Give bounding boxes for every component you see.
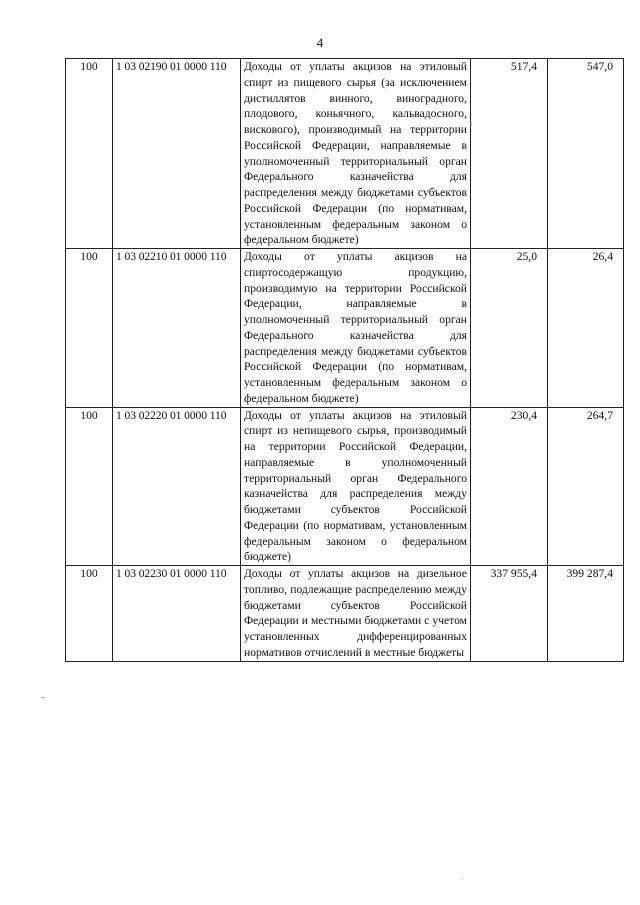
scan-speck	[470, 123, 472, 125]
admin-code-cell: 100	[66, 407, 113, 566]
revenue-name-cell: Доходы от уплаты акцизов на спиртосодержащую продукцию, производимую на территории Российской Федерации, направляемые в уполномоченный территориальный орган Федерального казначейства для распределения между бюджетами субъектов Российской Федерации (по нормативам, установленным федеральным законом о федеральном бюджете)	[241, 249, 471, 408]
value-year-2-cell: 264,7	[548, 407, 624, 566]
scan-speck	[42, 697, 45, 698]
kbk-code-cell: 1 03 02230 01 0000 110	[113, 566, 241, 662]
table-row	[66, 59, 624, 249]
value-year-2-cell: 547,0	[548, 59, 624, 249]
value-year-1-cell: 230,4	[471, 407, 548, 566]
revenue-table	[65, 58, 624, 662]
table-row	[66, 407, 624, 566]
value-year-1-cell: 337 955,4	[471, 566, 548, 662]
table-row	[66, 566, 624, 662]
value-year-2-cell: 399 287,4	[548, 566, 624, 662]
revenue-name-cell: Доходы от уплаты акцизов на этиловый спирт из пищевого сырья (за исключением дистиллятов винного, виноградного, плодового, коньячного, кальвадосного, вискового), производимый на территории Российской Федерации, направляемые в уполномоченный территориальный орган Федерального казначейства для распределения между бюджетами субъектов Российской Федерации (по нормативам, установленным федеральным законом о федеральном бюджете)	[241, 59, 471, 249]
value-year-2-cell: 26,4	[548, 249, 624, 408]
admin-code-cell: 100	[66, 249, 113, 408]
scan-speck	[462, 878, 463, 879]
value-year-1-cell: 25,0	[471, 249, 548, 408]
value-year-1-cell: 517,4	[471, 59, 548, 249]
revenue-name-cell: Доходы от уплаты акцизов на дизельное топливо, подлежащие распределению между бюджетами субъектов Российской Федерации и местными бюджетами с учетом установленных дифференцированных нормативов отчислений в местные бюджеты	[241, 566, 471, 662]
table-row	[66, 249, 624, 408]
kbk-code-cell: 1 03 02210 01 0000 110	[113, 249, 241, 408]
kbk-code-cell: 1 03 02220 01 0000 110	[113, 407, 241, 566]
revenue-name-cell: Доходы от уплаты акцизов на этиловый спирт из непищевого сырья, производимый на территории Российской Федерации, направляемые в уполномоченный территориальный орган Федерального казначейства для распределения между бюджетами субъектов Российской Федерации (по нормативам, установленным федеральным законом о федеральном бюджете)	[241, 407, 471, 566]
admin-code-cell: 100	[66, 566, 113, 662]
page-number: 4	[316, 35, 324, 50]
kbk-code-cell: 1 03 02190 01 0000 110	[113, 59, 241, 249]
admin-code-cell: 100	[66, 59, 113, 249]
